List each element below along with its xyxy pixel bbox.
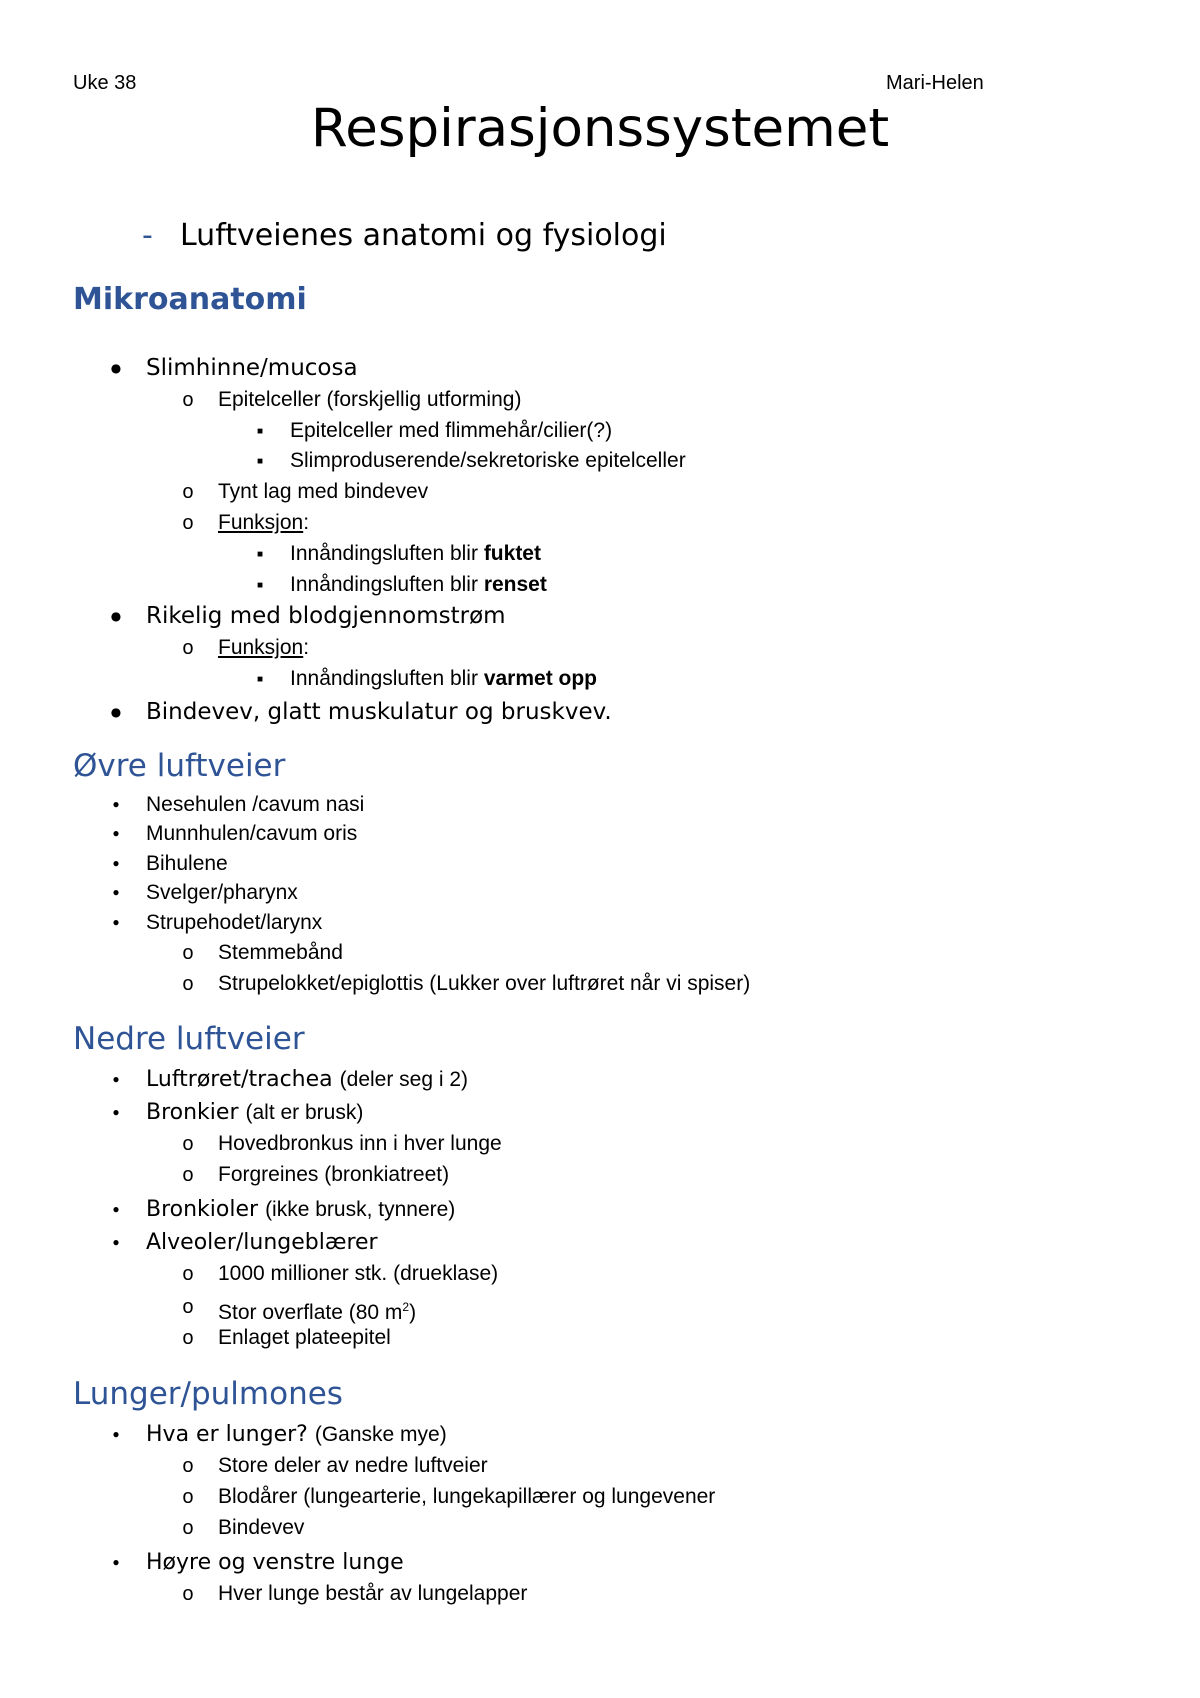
bullet-circle	[173, 1581, 203, 1609]
bullet-dot	[101, 792, 131, 820]
bullet-circle	[173, 1453, 203, 1481]
list-item: ● Svelger/pharynx	[101, 880, 298, 906]
bullet-square	[245, 572, 275, 602]
list-item: ● Alveoler/lungeblærer	[101, 1230, 378, 1256]
header-author: Mari-Helen	[886, 72, 984, 94]
page-title: Respirasjonssystemet	[310, 98, 890, 159]
list-item: ■ Innåndingsluften blir fuktet	[245, 541, 541, 567]
bullet-circle	[173, 940, 203, 968]
list-item: ● Bronkioler (ikke brusk, tynnere)	[101, 1197, 455, 1223]
list-item: ● Bronkier (alt er brusk)	[101, 1100, 363, 1126]
list-item: ■ Slimproduserende/sekretoriske epitelceller	[245, 448, 686, 474]
bullet-square	[245, 418, 275, 448]
list-item: o Enlaget plateepitel	[173, 1325, 391, 1351]
list-item: o Strupelokket/epiglottis (Lukker over luftrøret når vi spiser)	[173, 971, 750, 997]
bullet-dot	[101, 355, 131, 384]
bullet-circle	[173, 387, 203, 415]
bullet-dot	[101, 1550, 131, 1578]
list-item: ● Nesehulen /cavum nasi	[101, 792, 364, 818]
bullet-square	[245, 448, 275, 478]
list-item: o Hovedbronkus inn i hver lunge	[173, 1131, 502, 1157]
bullet-circle	[173, 510, 203, 538]
list-item: o Hver lunge består av lungelapper	[173, 1581, 527, 1607]
list-item: ● Høyre og venstre lunge	[101, 1550, 404, 1576]
list-item: ● Bindevev, glatt muskulatur og bruskvev.	[101, 699, 612, 725]
bullet-dot	[101, 1230, 131, 1258]
bullet-circle	[173, 1261, 203, 1289]
bullet-circle	[173, 635, 203, 663]
bullet-dot	[101, 880, 131, 908]
bullet-circle	[173, 479, 203, 507]
list-item: o Funksjon:	[173, 635, 309, 661]
list-item: ● Luftrøret/trachea (deler seg i 2)	[101, 1067, 468, 1093]
bullet-square	[245, 666, 275, 696]
list-item: ● Bihulene	[101, 851, 228, 877]
list-item: o Stor overflate (80 $m^2$)	[173, 1294, 416, 1326]
bullet-circle	[173, 971, 203, 999]
header-week: Uke 38	[73, 72, 137, 94]
bullet-circle	[173, 1325, 203, 1353]
subtitle-text: Luftveienes anatomi og fysiologi	[180, 218, 667, 253]
list-item: ■ Epitelceller med flimmehår/cilier(?)	[245, 418, 612, 444]
bullet-dot	[101, 1067, 131, 1095]
list-item: ■ Innåndingsluften blir varmet opp	[245, 666, 597, 692]
list-item: o Epitelceller (forskjellig utforming)	[173, 387, 521, 413]
bullet-dot	[101, 1422, 131, 1450]
list-item: o 1000 millioner stk. (drueklase)	[173, 1261, 498, 1287]
bullet-dot	[101, 821, 131, 849]
list-item: o Bindevev	[173, 1515, 304, 1541]
bullet-dot	[101, 699, 131, 728]
bullet-dot	[101, 851, 131, 879]
bullet-circle	[173, 1484, 203, 1512]
bullet-dot	[101, 603, 131, 632]
list-item: ■ Innåndingsluften blir renset	[245, 572, 547, 598]
subtitle-dash: -	[142, 218, 153, 253]
list-item: o Blodårer (lungearterie, lungekapillærer og lungevener	[173, 1484, 715, 1510]
list-item: o Forgreines (bronkiatreet)	[173, 1162, 449, 1188]
subtitle	[142, 218, 667, 253]
heading-ovre-luftveier: Øvre luftveier	[73, 748, 286, 784]
heading-nedre-luftveier: Nedre luftveier	[73, 1021, 305, 1057]
bullet-square	[245, 541, 275, 571]
bullet-dot	[101, 1197, 131, 1225]
bullet-circle	[173, 1131, 203, 1159]
list-item: o Store deler av nedre luftveier	[173, 1453, 488, 1479]
list-item: ● Strupehodet/larynx	[101, 910, 322, 936]
list-item: o Funksjon:	[173, 510, 309, 536]
list-item: ● Slimhinne/mucosa	[101, 355, 358, 381]
bullet-circle	[173, 1515, 203, 1543]
bullet-circle	[173, 1294, 203, 1322]
bullet-dot	[101, 1100, 131, 1128]
bullet-circle	[173, 1162, 203, 1190]
heading-mikroanatomi: Mikroanatomi	[73, 282, 307, 317]
list-item: ● Hva er lunger? (Ganske mye)	[101, 1422, 447, 1448]
list-item: o Tynt lag med bindevev	[173, 479, 428, 505]
list-item: ● Rikelig med blodgjennomstrøm	[101, 603, 506, 629]
list-item: ● Munnhulen/cavum oris	[101, 821, 357, 847]
heading-lunger: Lunger/pulmones	[73, 1376, 343, 1412]
bullet-dot	[101, 910, 131, 938]
list-item: o Stemmebånd	[173, 940, 343, 966]
